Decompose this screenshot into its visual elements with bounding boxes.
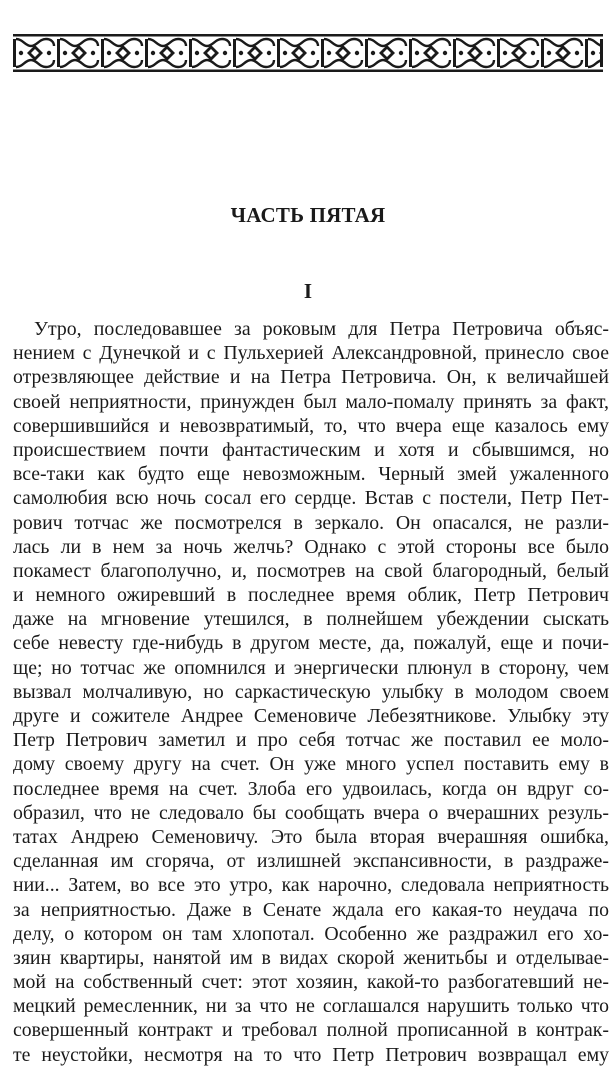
decorative-border-ornament-icon xyxy=(13,34,603,72)
text-line: за неприятностью. Даже в Сенате ждала его какая-то неудача по xyxy=(13,898,609,921)
text-line: покамест благополучно, и, посмотрев на свой благородный, белый xyxy=(13,559,609,582)
text-line: сделанная им сгоряча, от излишней экспансивности, в раздраже- xyxy=(13,850,609,873)
text-line: образил, что не следовало бы сообщать вчера о вчерашних резуль- xyxy=(13,801,609,824)
text-line: все-таки как будто еще невозможным. Черный змей ужаленного xyxy=(13,463,609,486)
chapter-paragraph xyxy=(13,317,609,1067)
text-line: совершенный контракт и требовал полной прописанной в контрак- xyxy=(13,1019,609,1042)
text-line: татах Андрею Семеновичу. Это была вторая вчерашняя ошибка, xyxy=(13,825,609,848)
text-line: своей неприятности, принужден был мало-помалу принять за факт, xyxy=(13,390,609,413)
text-line: совершившийся и невозвратимый, то, что вчера еще казалось ему xyxy=(13,414,609,437)
text-line: друге и сожителе Андрее Семеновиче Лебезятникове. Улыбку эту xyxy=(13,705,609,727)
text-line: Петр Петрович заметил и про себя тотчас же поставил ее моло- xyxy=(13,729,609,752)
text-line: отрезвляющее действие и на Петра Петровича. Он, к величайшей xyxy=(13,366,609,389)
text-line: лась ли в нем за ночь желчь? Однако с этой стороны все было xyxy=(13,535,609,558)
text-line: мецкий ремесленник, ни за что не соглашался нарушить только что xyxy=(13,995,609,1018)
text-line: зяин квартиры, нанятой им в видах скорой женитьбы и отделывае- xyxy=(13,946,609,969)
text-line: последнее время на счет. Злоба его удвоилась, когда он вдруг со- xyxy=(13,777,609,800)
text-line: нением с Дунечкой и с Пульхерией Александровной, принесло свое xyxy=(13,342,609,365)
text-line: мой на собственный счет: этот хозяин, какой-то разбогатевший не- xyxy=(13,971,609,994)
text-line: себе невесту где-нибудь в другом месте, да, пожалуй, еще и почи- xyxy=(13,632,609,655)
text-line: дому своему другу на счет. Он уже много успел поставить ему в xyxy=(13,753,609,776)
text-line: нии... Затем, во все это утро, как нарочно, следовала неприятность xyxy=(13,874,609,897)
text-line: те неустойки, несмотря на то что Петр Петрович возвращал ему xyxy=(13,1043,609,1066)
text-line: Утро, последовавшее за роковым для Петра Петровича объяс- xyxy=(34,318,609,340)
text-line: рович тотчас же посмотрелся в зеркало. Он опасался, не разли- xyxy=(13,511,609,534)
text-line: даже на мгновение утешился, в полнейшем убеждении сыскать xyxy=(13,608,609,631)
text-line: ще; но тотчас же опомнился и энергически плюнул в сторону, чем xyxy=(13,656,609,679)
text-line: вызвал молчаливую, но саркастическую улыбку в молодом своем xyxy=(13,680,609,703)
chapter-number: I xyxy=(303,279,313,303)
part-title: ЧАСТЬ ПЯТАЯ xyxy=(230,203,386,227)
text-line: самолюбия всю ночь сосал его сердце. Встав с постели, Петр Пет- xyxy=(13,487,609,510)
text-line: делу, о котором он там хлопотал. Особенно же раздражил его хо- xyxy=(13,922,609,945)
text-line: происшествием почти фантастическим и хотя и сбывшимся, но xyxy=(13,438,609,461)
text-line: и немного ожиревший в последнее время облик, Петр Петрович xyxy=(13,584,609,607)
